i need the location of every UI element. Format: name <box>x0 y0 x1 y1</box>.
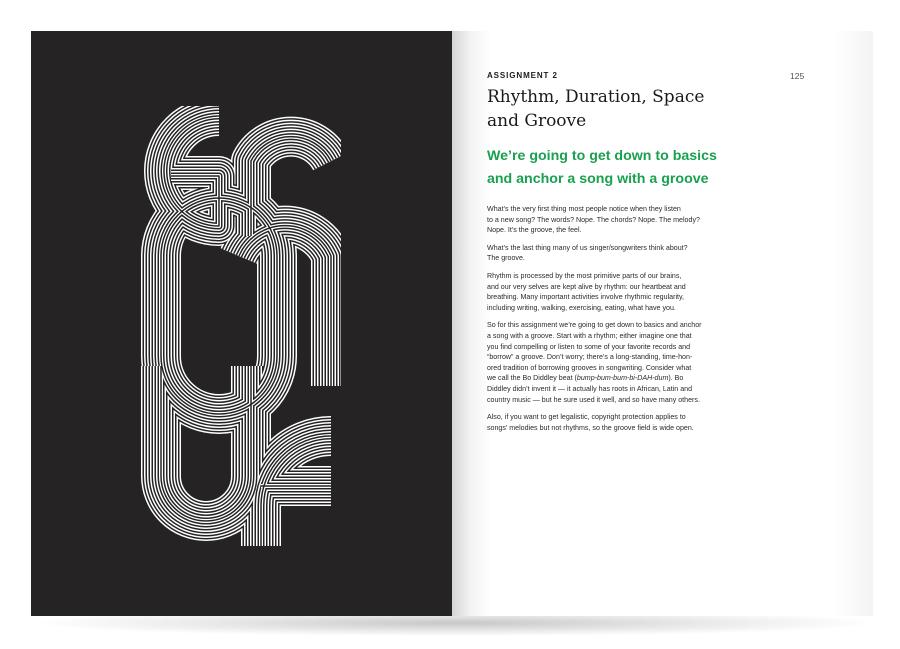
assignment-kicker: ASSIGNMENT 2 <box>487 71 558 80</box>
green-headline: We’re going to get down to basics and anchor a song with a groove <box>487 148 717 187</box>
page-number: 125 <box>790 71 805 81</box>
body-text <box>487 204 759 440</box>
paragraph-5: Also, if you want to get legalistic, copyright protection applies to songs’ melodies but not rhythms, so the groove field is wide open. <box>487 413 694 432</box>
bo-diddley-beat: bump-bum-bum-bi-DAH-dum <box>576 374 669 383</box>
paragraph-3: Rhythm is processed by the most primitive parts of our brains, and our very selves are kept alive by rhythm: our heartbeat and breathing. Many important activities involve rhythmic regularity, including writing, walking, exercising, eating, what have you. <box>487 271 686 312</box>
paragraph-4-text-end: ). Bo Diddley didn’t invent it — it actually has roots in African, Latin and country music — but he sure used it well, and so have many others. <box>487 374 700 404</box>
left-page <box>31 31 452 616</box>
page-title: Rhythm, Duration, Space and Groove <box>487 87 705 131</box>
paragraph-4 <box>487 320 759 405</box>
paragraph-4-text: So for this assignment we’re going to get down to basics and anchor a song with a groove. Start with a rhythm; either imagine one that you find compelling or listen to some of your favorite records and “borrow” a groove. Don’t worry; there’s a long-standing, time-hon- ored tradition of borrowing grooves in songwriting. Consider what we call the Bo Diddley beat ( <box>487 321 702 383</box>
paragraph-2: What’s the last thing many of us singer/songwriters think about? The groove. <box>487 243 688 263</box>
groove-lettering-art <box>141 106 341 550</box>
paragraph-1: What’s the very first thing most people notice when they listen to a new song? The words? Nope. The chords? Nope. The melody? Nope. It’s the groove, the feel. <box>487 205 700 235</box>
